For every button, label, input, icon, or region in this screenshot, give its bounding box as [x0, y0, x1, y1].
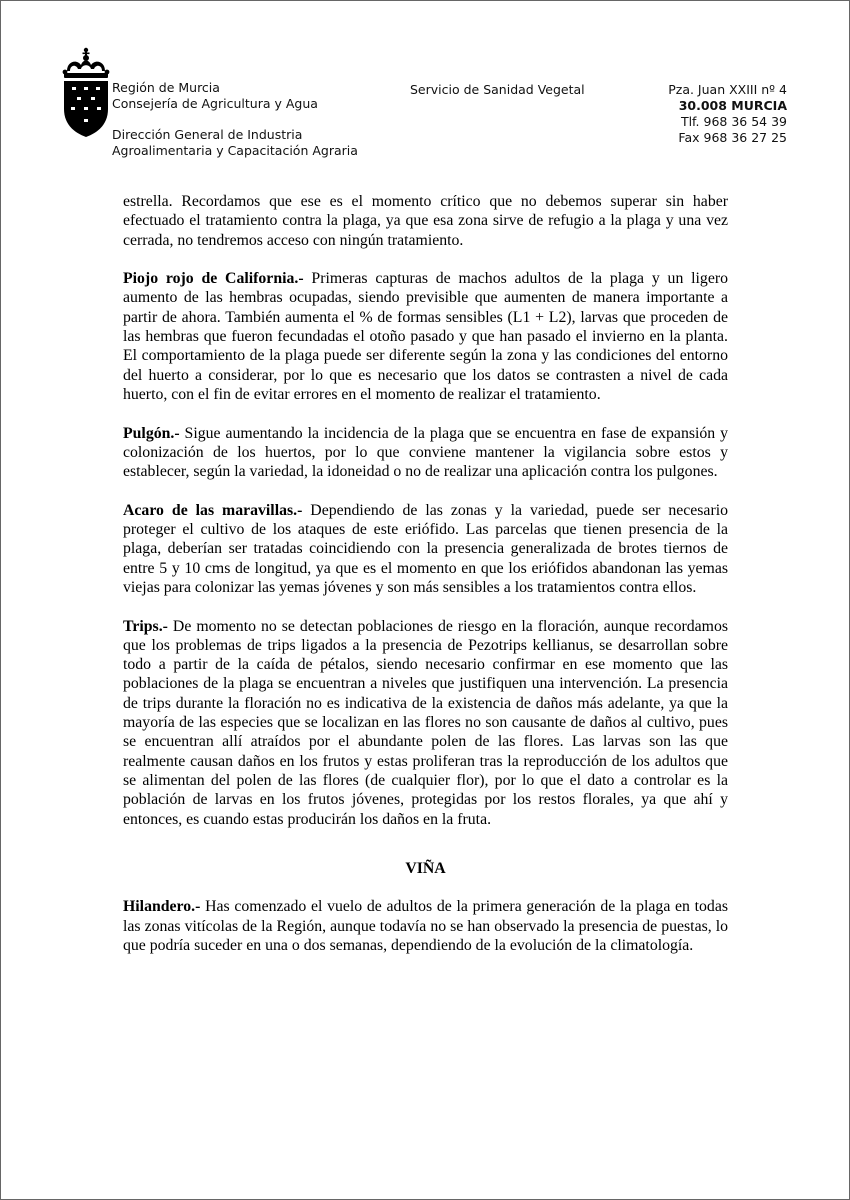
paragraph-text: Dependiendo de las zonas y la variedad, puede ser necesario proteger el cultivo de los ataques de este eriófido. Las parcelas que tienen presencia de la plaga, deberían ser tratadas coincidiendo con la presencia generalizada de brotes tiernos de entre 5 y 10 cms de longitud, ya que es el momento en que los eriófidos abandonan las yemas viejas para colonizar las yemas jóvenes y son más sensibles a los tratamientos contra ellos. — [123, 501, 728, 596]
paragraph-text: Sigue aumentando la incidencia de la plaga que se encuentra en fase de expansión y colonización de los huertos, por lo que conviene mantener la vigilancia sobre estos y establecer, según la variedad, la idoneidad o no de realizar una aplicación contra los pulgones. — [123, 424, 728, 481]
intro-paragraph: estrella. Recordamos que ese es el momento crítico que no debemos superar sin haber efectuado el tratamiento contra la plaga, ya que esa zona sirve de refugio a la plaga y una vez cerrada, no tendremos acceso con ningún tratamiento. — [123, 193, 728, 249]
paragraph-text: Has comenzado el vuelo de adultos de la primera generación de la plaga en todas las zonas vitícolas de la Región, aunque todavía no se han observado la presencia de puestas, lo que podría suceder en una o dos semanas, dependiendo de la evolución de la climatología. — [123, 898, 728, 954]
postal-address: 30.008 MURCIA — [678, 98, 787, 113]
fax-number: Fax 968 36 27 25 — [678, 130, 787, 145]
paragraph-hilandero — [123, 897, 728, 955]
section-title-vina: VIÑA — [405, 859, 446, 877]
paragraph-piojo-rojo — [123, 269, 728, 404]
paragraph-acaro — [123, 501, 728, 597]
region-crest-icon — [61, 47, 111, 139]
directorate-line2: Agroalimentaria y Capacitación Agraria — [112, 143, 358, 158]
paragraph-title: Acaro de las maravillas.- — [123, 501, 303, 519]
paragraph-title: Trips.- — [123, 617, 168, 635]
service-name: Servicio de Sanidad Vegetal — [410, 82, 585, 97]
paragraph-title: Pulgón.- — [123, 424, 180, 442]
organization-block — [112, 80, 318, 112]
address-block — [637, 82, 787, 146]
paragraph-title: Piojo rojo de California.- — [123, 270, 304, 288]
phone-number: Tlf. 968 36 54 39 — [680, 114, 787, 129]
paragraph-title: Hilandero.- — [123, 898, 201, 916]
street-address: Pza. Juan XXIII nº 4 — [668, 82, 787, 97]
document-body — [123, 192, 728, 955]
org-name: Región de Murcia — [112, 80, 220, 95]
paragraph-pulgon — [123, 424, 728, 482]
directorate-block — [112, 127, 358, 159]
paragraph-text: Primeras capturas de machos adultos de la plaga y un ligero aumento de las hembras ocupadas, siendo previsible que aumenten de manera importante a partir de ahora. También aumenta el % de formas sensibles (L1 + L2), larvas que proceden de las hembras que fueron fecundadas el otoño pasado y que han pasado el invierno en la planta. El comportamiento de la plaga puede ser diferente según la zona y las condiciones del entorno del huerto a considerar, por lo que es necesario que los datos se contrasten a nivel de cada huerto, con el fin de evitar errores en el momento de realizar el tratamiento. — [123, 270, 728, 403]
paragraph-trips — [123, 617, 728, 829]
paragraph-text: De momento no se detectan poblaciones de riesgo en la floración, aunque recordamos que los problemas de trips ligados a la presencia de Pezotrips kellianus, se desarrollan sobre todo a partir de la caída de pétalos, siendo necesario confirmar en ese momento que las poblaciones de la plaga se encuentran a niveles que justifiquen una intervención. La presencia de trips durante la floración no es indicativa de la existencia de daños más adelante, ya que la mayoría de las especies que se localizan en las flores no son causante de daños al cultivo, pues se encuentran allí atraídos por el abundante polen de las flores. Las larvas son las que realmente causan daños en los frutos y estas proliferan tras la reproducción de los adultos que se alimentan del polen de las flores (de cualquier flor), por lo que el dato a controlar es la población de larvas en los frutos jóvenes, protegidas por los restos florales, ya que ahí y entonces, es cuando estas producirán los daños en la fruta. — [123, 617, 728, 828]
org-department: Consejería de Agricultura y Agua — [112, 96, 318, 111]
directorate-line1: Dirección General de Industria — [112, 127, 303, 142]
